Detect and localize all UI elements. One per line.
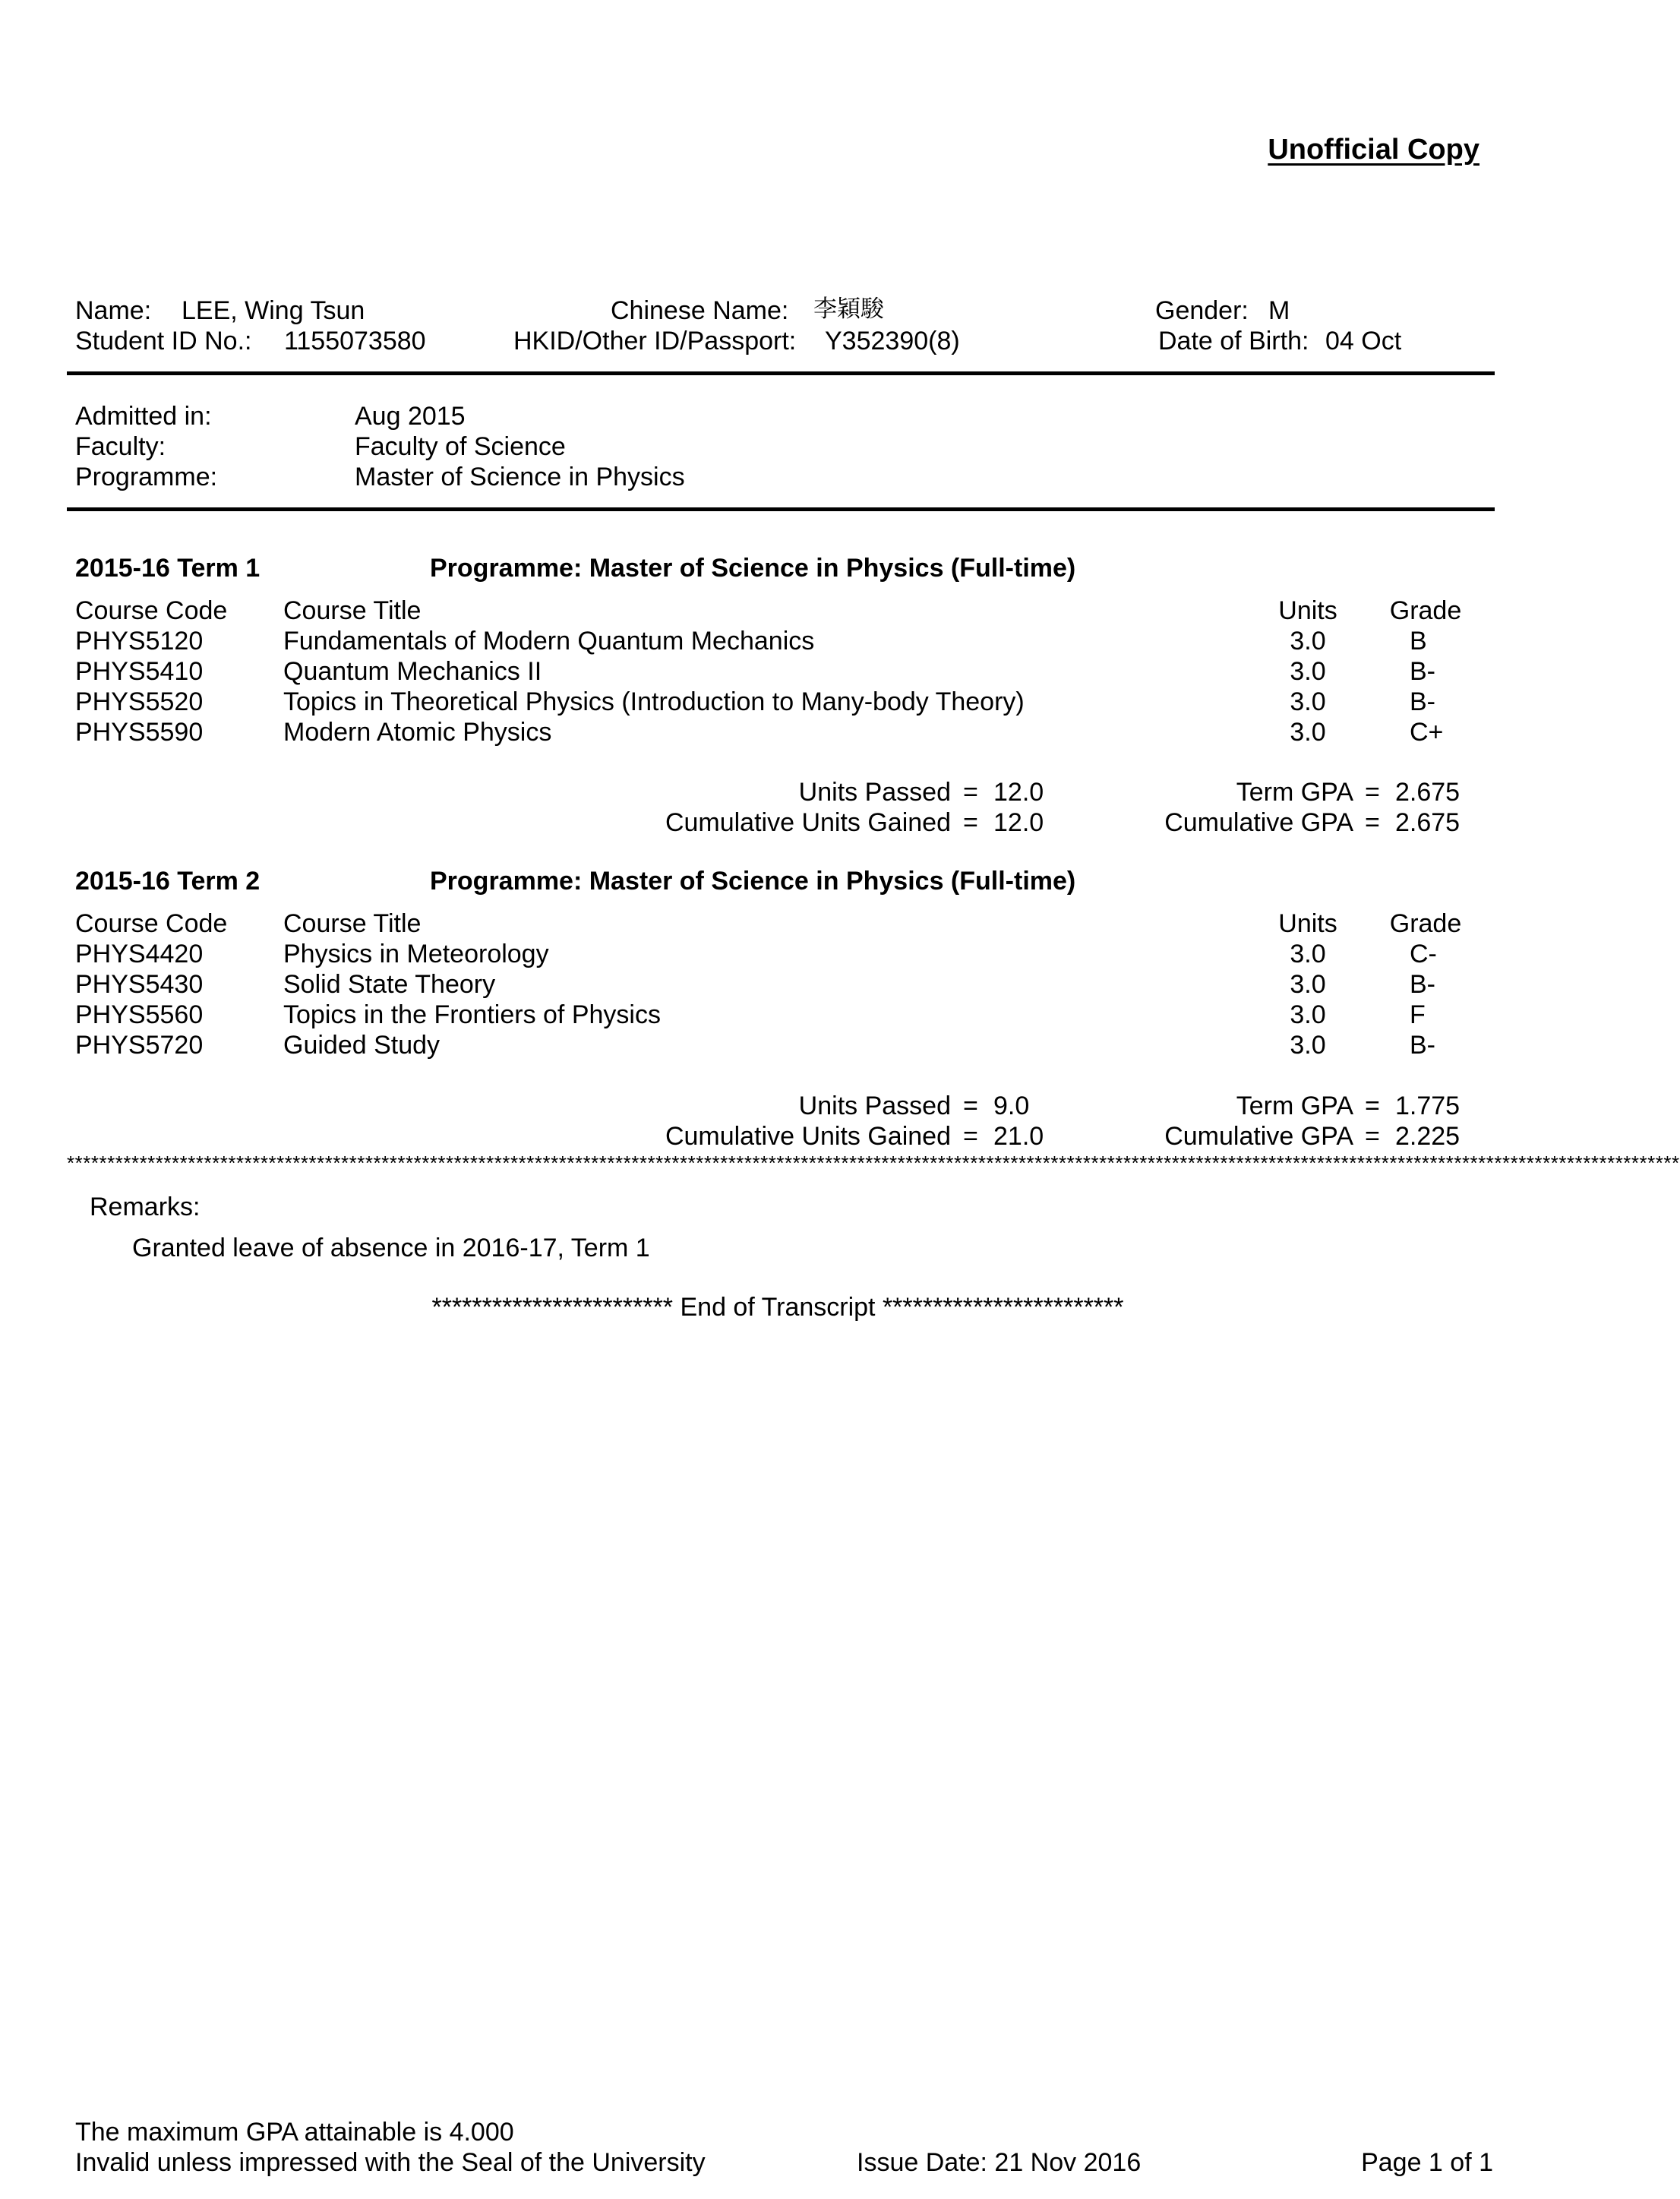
course-units: 3.0 (1290, 718, 1326, 747)
column-header-grade: Grade (1389, 909, 1462, 938)
course-title: Fundamentals of Modern Quantum Mechanics (283, 627, 815, 656)
max-gpa-note: The maximum GPA attainable is 4.000 (75, 2118, 514, 2147)
course-units: 3.0 (1290, 1031, 1326, 1060)
remarks-text: Granted leave of absence in 2016-17, Term 1 (132, 1234, 650, 1262)
column-header-title: Course Title (283, 909, 422, 938)
units-passed-value: 9.0 (993, 1092, 1030, 1120)
chinese-name: 李穎駿 (813, 295, 884, 323)
gender-label: Gender: (1155, 296, 1249, 325)
course-units: 3.0 (1290, 970, 1326, 999)
cumulative-gpa-label: Cumulative GPA (1164, 808, 1353, 837)
equals-sign: = (1365, 1092, 1380, 1120)
course-code: PHYS5560 (75, 1000, 204, 1029)
invalid-notice: Invalid unless impressed with the Seal of the University (75, 2148, 706, 2177)
course-grade: B- (1410, 1031, 1435, 1060)
term-gpa-label: Term GPA (1236, 778, 1353, 807)
column-header-code: Course Code (75, 596, 228, 625)
dob-value: 04 Oct (1325, 327, 1402, 355)
faculty-label: Faculty: (75, 432, 166, 461)
term-programme: Programme: Master of Science in Physics (Full-time) (430, 867, 1076, 896)
hkid-label: HKID/Other ID/Passport: (513, 327, 797, 355)
course-title: Modern Atomic Physics (283, 718, 552, 747)
admitted-value: Aug 2015 (355, 402, 466, 431)
equals-sign: = (963, 1122, 978, 1151)
course-units: 3.0 (1290, 940, 1326, 968)
column-header-code: Course Code (75, 909, 228, 938)
end-of-transcript: ************************ End of Transcript ************************ (431, 1293, 1124, 1322)
cumulative-units-value: 21.0 (993, 1122, 1044, 1151)
course-units: 3.0 (1290, 627, 1326, 656)
admitted-label: Admitted in: (75, 402, 212, 431)
term-gpa-label: Term GPA (1236, 1092, 1353, 1120)
term-gpa-value: 2.675 (1395, 778, 1461, 807)
term-gpa-value: 1.775 (1395, 1092, 1461, 1120)
units-passed-label: Units Passed (798, 1092, 951, 1120)
course-title: Quantum Mechanics II (283, 657, 542, 686)
page-number: Page 1 of 1 (1361, 2148, 1493, 2177)
equals-sign: = (963, 1092, 978, 1120)
term-heading: 2015-16 Term 1 (75, 554, 261, 583)
asterisk-separator: ******************************************************************************************************************************************************************************************************** (67, 1152, 1680, 1174)
student-id: 1155073580 (284, 327, 426, 355)
units-passed-label: Units Passed (798, 778, 951, 807)
equals-sign: = (963, 778, 978, 807)
course-grade: F (1410, 1000, 1426, 1029)
divider-rule (67, 371, 1495, 375)
equals-sign: = (963, 808, 978, 837)
course-grade: B- (1410, 657, 1435, 686)
column-header-grade: Grade (1389, 596, 1462, 625)
cumulative-units-value: 12.0 (993, 808, 1044, 837)
gender-value: M (1268, 296, 1290, 325)
cumulative-units-label: Cumulative Units Gained (665, 808, 951, 837)
document-status-title: Unofficial Copy (1268, 134, 1479, 166)
cumulative-units-label: Cumulative Units Gained (665, 1122, 951, 1151)
term-heading: 2015-16 Term 2 (75, 867, 261, 896)
divider-rule (67, 507, 1495, 511)
course-title: Topics in Theoretical Physics (Introduction to Many-body Theory) (283, 687, 1025, 716)
programme-value: Master of Science in Physics (355, 463, 685, 491)
course-code: PHYS5430 (75, 970, 204, 999)
course-code: PHYS5120 (75, 627, 204, 656)
hkid-value: Y352390(8) (825, 327, 960, 355)
equals-sign: = (1365, 808, 1380, 837)
course-grade: B (1410, 627, 1427, 656)
course-code: PHYS5410 (75, 657, 204, 686)
term-programme: Programme: Master of Science in Physics (Full-time) (430, 554, 1076, 583)
dob-label: Date of Birth: (1158, 327, 1309, 355)
cumulative-gpa-value: 2.675 (1395, 808, 1461, 837)
course-title: Topics in the Frontiers of Physics (283, 1000, 661, 1029)
name-label: Name: (75, 296, 152, 325)
column-header-title: Course Title (283, 596, 422, 625)
chinese-name-label: Chinese Name: (611, 296, 789, 325)
course-units: 3.0 (1290, 687, 1326, 716)
course-grade: B- (1410, 687, 1435, 716)
student-name: LEE, Wing Tsun (182, 296, 365, 325)
cumulative-gpa-label: Cumulative GPA (1164, 1122, 1353, 1151)
column-header-units: Units (1278, 909, 1337, 938)
course-title: Physics in Meteorology (283, 940, 549, 968)
course-title: Guided Study (283, 1031, 441, 1060)
course-grade: B- (1410, 970, 1435, 999)
column-header-units: Units (1278, 596, 1337, 625)
course-title: Solid State Theory (283, 970, 496, 999)
equals-sign: = (1365, 1122, 1380, 1151)
equals-sign: = (1365, 778, 1380, 807)
course-code: PHYS5590 (75, 718, 204, 747)
course-code: PHYS5720 (75, 1031, 204, 1060)
issue-date: Issue Date: 21 Nov 2016 (857, 2148, 1142, 2177)
cumulative-gpa-value: 2.225 (1395, 1122, 1461, 1151)
course-grade: C- (1410, 940, 1437, 968)
remarks-label: Remarks: (90, 1193, 201, 1221)
course-units: 3.0 (1290, 657, 1326, 686)
student-id-label: Student ID No.: (75, 327, 252, 355)
units-passed-value: 12.0 (993, 778, 1044, 807)
faculty-value: Faculty of Science (355, 432, 566, 461)
course-code: PHYS4420 (75, 940, 204, 968)
programme-label: Programme: (75, 463, 218, 491)
course-code: PHYS5520 (75, 687, 204, 716)
course-grade: C+ (1410, 718, 1444, 747)
course-units: 3.0 (1290, 1000, 1326, 1029)
